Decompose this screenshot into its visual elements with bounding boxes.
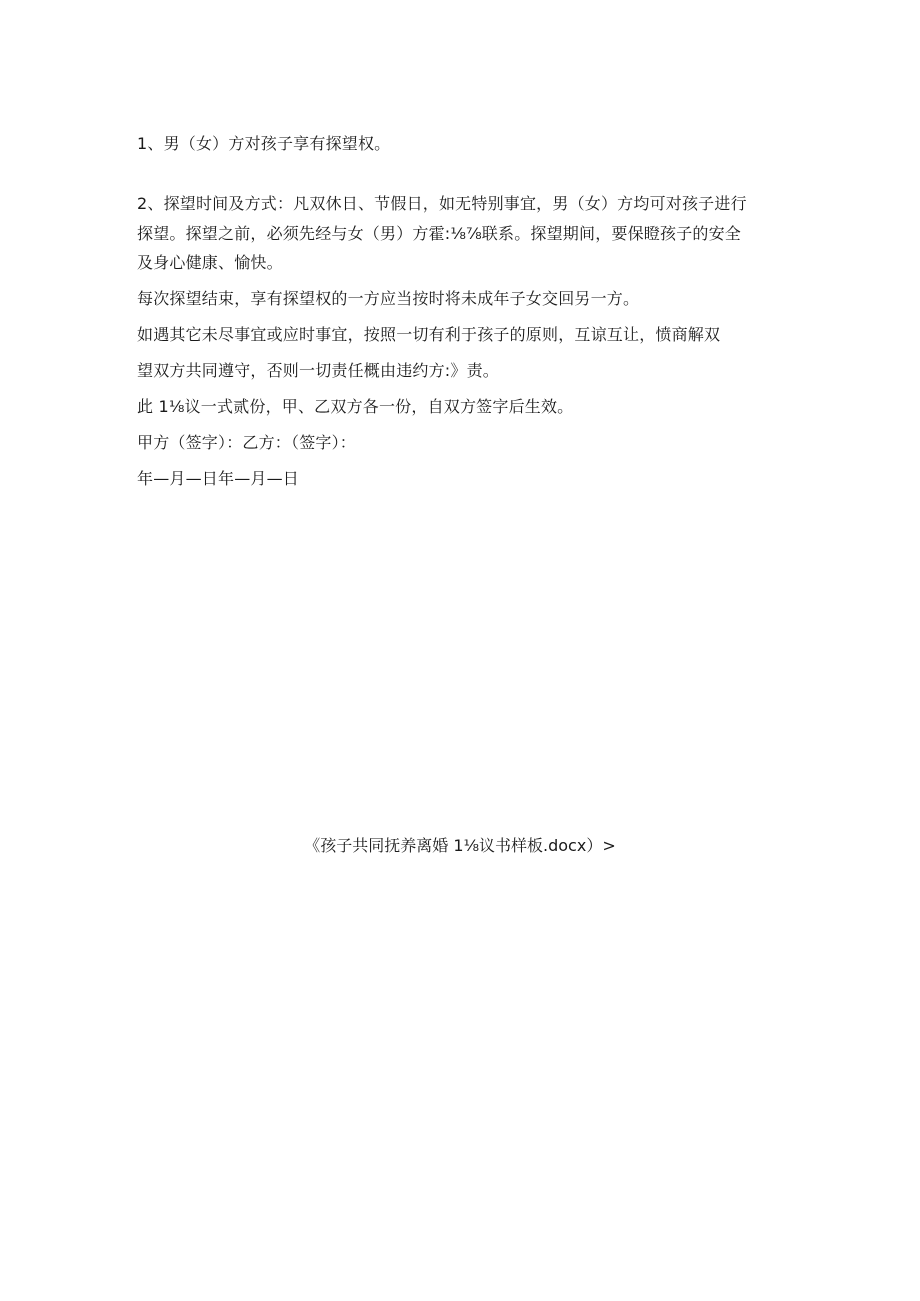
other-matters-paragraph: 如遇其它未尽事宜或应时事宜，按照一切有利于孩子的原则，互谅互让，愤商解双: [137, 325, 721, 344]
compliance-paragraph: 望双方共同遵守，否则一切责任概由违约方:》责。: [137, 361, 499, 380]
copies-paragraph: 此 1⅛议一式贰份，甲、乙双方各一份，自双方签字后生效。: [137, 397, 574, 416]
clause-2-line-3: 及身心健康、愉快。: [137, 253, 283, 272]
clause-1-text: 1、男（女）方对孩子享有探望权。: [137, 134, 391, 153]
clause-2-line-2: 探望。探望之前，必须先经与女（男）方霍:⅛⅞联系。探望期间，要保瞪孩子的安全: [137, 224, 742, 243]
document-filename-footer: 《孩子共同抚养离婚 1⅛议书样板.docx）>: [304, 836, 616, 855]
signature-line: 甲方（签字）：乙方：（签字）：: [137, 433, 357, 452]
return-child-paragraph: 每次探望结束，享有探望权的一方应当按时将未成年子女交回另一方。: [137, 289, 640, 308]
clause-2-line-1: 2、探望时间及方式：凡双休日、节假日，如无特别事宜，男（女）方均可对孩子进行: [137, 194, 747, 213]
date-line: 年—月—日年—月—日: [137, 469, 300, 488]
